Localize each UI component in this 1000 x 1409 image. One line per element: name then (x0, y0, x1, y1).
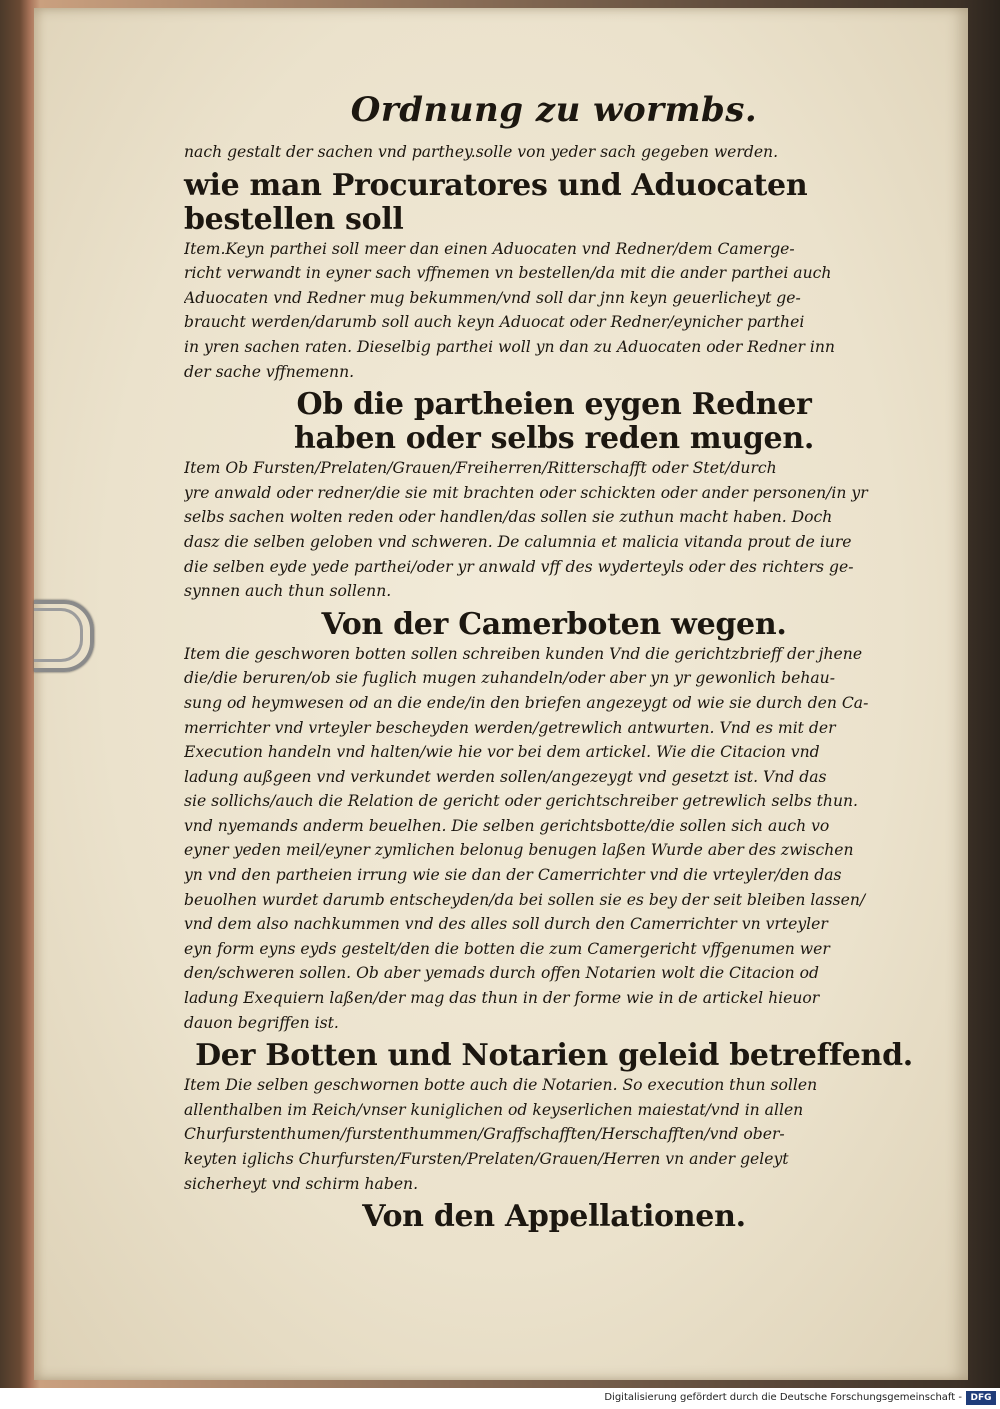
section-paragraph (184, 456, 924, 604)
sections-container (184, 169, 924, 1235)
text-line: synnen auch thun sollenn. (184, 582, 392, 601)
text-line: dauon begriffen ist. (184, 1013, 339, 1032)
text-line: eyner yeden meil/eyner zymlichen belonug benugen laßen Wurde aber des zwischen (184, 841, 854, 860)
text-line: allenthalben im Reich/vnser kuniglichen od keyserlichen maiestat/vnd in allen (184, 1100, 804, 1119)
section (184, 608, 924, 1036)
text-line: Churfurstenthumen/furstenthummen/Graffschafften/Herschafften/vnd ober- (184, 1125, 785, 1144)
text-line: richt verwandt in eyner sach vffnemen vn bestellen/da mit die ander parthei auch (184, 264, 832, 283)
digitization-footer (0, 1388, 1000, 1409)
text-line: die/die beruren/ob sie fuglich mugen zuhandeln/oder aber yn yr gewonlich behau- (184, 669, 835, 688)
text-line: die selben eyde yede parthei/oder yr anwald vff des wyderteyls oder des richters ge- (184, 557, 854, 576)
text-line: ladung Exequiern laßen/der mag das thun in der forme wie in de artickel hieuor (184, 989, 820, 1008)
text-line: vnd dem also nachkummen vnd des alles soll durch den Camerrichter vn vrteyler (184, 915, 828, 934)
section-paragraph (184, 1073, 924, 1196)
footer-credit: Digitalisierung gefördert durch die Deutsche Forschungsgemeinschaft - (604, 1392, 962, 1403)
text-line: in yren sachen raten. Dieselbig parthei woll yn dan zu Aduocaten oder Redner inn (184, 337, 835, 356)
section-heading: Von den Appellationen. (362, 1199, 746, 1235)
running-head: Ordnung zu wormbs. (350, 90, 758, 130)
text-line: Execution handeln vnd halten/wie hie vor bei dem artickel. Wie die Citacion vnd (184, 743, 820, 762)
text-line: sie sollichs/auch die Relation de gericht oder gerichtschreiber getrewlich selbs thun. (184, 792, 859, 811)
section-paragraph (184, 237, 924, 385)
text-line: den/schweren sollen. Ob aber yemads durch offen Notarien wolt die Citacion od (184, 964, 820, 983)
text-line: sicherheyt vnd schirm haben. (184, 1174, 419, 1193)
book-page (34, 8, 968, 1380)
section-heading: haben oder selbs reden mugen. (294, 421, 814, 457)
text-line: yre anwald oder redner/die sie mit brachten oder schickten oder ander personen/in yr (184, 483, 868, 502)
intro-line (184, 140, 924, 165)
section-heading: Von der Camerboten wegen. (321, 606, 787, 642)
section (184, 1039, 924, 1196)
text-line: merrichter vnd vrteyler bescheyden werden/getrewlich antwurten. Vnd es mit der (184, 718, 836, 737)
section-heading: Ob die partheien eygen Redner (296, 387, 812, 423)
text-line: nach gestalt der sachen vnd parthey.solle von yeder sach gegeben werden. (184, 143, 779, 161)
text-line: vnd nyemands anderm beuelhen. Die selben gerichtsbotte/die sollen sich auch vo (184, 816, 830, 835)
text-line: dasz die selben geloben vnd schweren. De calumnia et malicia vitanda prout de iure (184, 532, 852, 551)
section-heading: Der Botten und Notarien geleid betreffend. (195, 1038, 913, 1074)
text-line: braucht werden/darumb soll auch keyn Aduocat oder Redner/eynicher parthei (184, 313, 805, 332)
dfg-logo: DFG (966, 1391, 996, 1405)
text-line: eyn form eyns eyds gestelt/den die botten die zum Camergericht vffgenumen wer (184, 939, 830, 958)
section (184, 169, 924, 385)
text-line: ladung außgeen vnd verkundet werden sollen/angezeygt vnd gesetzt ist. Vnd das (184, 767, 827, 786)
text-line: der sache vffnemenn. (184, 362, 355, 381)
section (184, 1200, 924, 1234)
section (184, 388, 924, 604)
section-heading: wie man Procuratores und Aduocaten bestellen soll (184, 167, 808, 237)
text-line: yn vnd den partheien irrung wie sie dan der Camerrichter vnd die vrteyler/den das (184, 866, 842, 885)
text-line: Item die geschworen botten sollen schreiben kunden Vnd die gerichtzbrieff der jhene (184, 644, 863, 663)
paper-clip-inner-icon (34, 608, 83, 662)
text-line: Item Die selben geschwornen botte auch die Notarien. So execution thun sollen (184, 1076, 818, 1095)
text-line: keyten iglichs Churfursten/Fursten/Prelaten/Grauen/Herren vn ander geleyt (184, 1150, 789, 1168)
section-paragraph (184, 642, 924, 1036)
text-line: Aduocaten vnd Redner mug bekummen/vnd soll dar jnn keyn geuerlicheyt ge- (184, 288, 801, 307)
text-line: Item Ob Fursten/Prelaten/Grauen/Freiherren/Ritterschafft oder Stet/durch (184, 459, 777, 478)
text-line: selbs sachen wolten reden oder handlen/das sollen sie zuthun macht haben. Doch (184, 508, 833, 527)
page-content (184, 90, 924, 1234)
text-line: sung od heymwesen od an die ende/in den briefen angezeygt od wie sie durch den Ca- (184, 693, 869, 712)
text-line: beuolhen wurdet darumb entscheyden/da bei sollen sie es bey der seit bleiben lassen/ (184, 890, 866, 909)
text-line: Item.Keyn parthei soll meer dan einen Aduocaten vnd Redner/dem Camerge- (184, 239, 795, 258)
